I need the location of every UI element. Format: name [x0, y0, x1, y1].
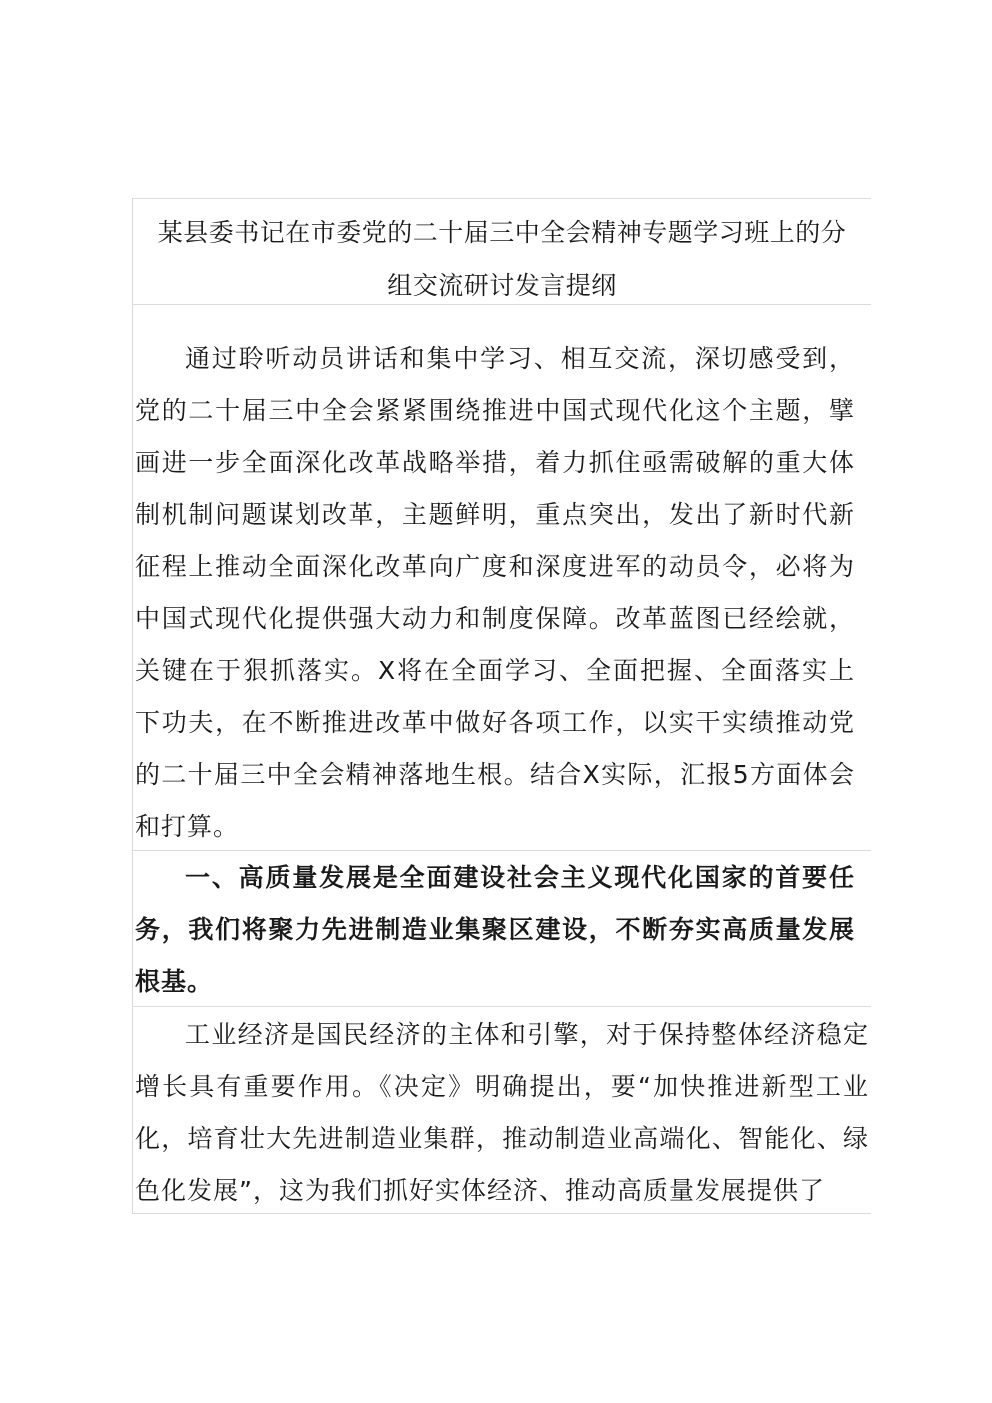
divider [133, 1213, 871, 1214]
divider [133, 198, 871, 199]
divider [133, 1006, 871, 1007]
document-title [133, 198, 871, 304]
intro-paragraph: 通过聆听动员讲话和集中学习、相互交流，深切感受到，党的二十届三中全会紧紧围绕推进中国式现代化这个主题，擘画进一步全面深化改革战略举措，着力抓住亟需破解的重大体制机制问题谋划改革，主题鲜明，重点突出，发出了新时代新征程上推动全面深化改革向广度和深度进军的动员令，必将为中国式现代化提供强大动力和制度保障。改革蓝图已经绘就，关键在于狠抓落实。X将在全面学习、全面把握、全面落实上下功夫，在不断推进改革中做好各项工作，以实干实绩推动党的二十届三中全会精神落地生根。结合X实际，汇报5方面体会和打算。 [135, 344, 855, 841]
section-heading-1: 一、高质量发展是全面建设社会主义现代化国家的首要任务，我们将聚力先进制造业集聚区建设，不断夯实高质量发展根基。 [135, 863, 855, 996]
title-line-1: 某县委书记在市委党的二十届三中全会精神专题学习班上的分 [157, 218, 847, 247]
body-paragraph-2: 工业经济是国民经济的主体和引擎，对于保持整体经济稳定增长具有重要作用。《决定》明确提出，要“加快推进新型工业化，培育壮大先进制造业集群，推动制造业高端化、智能化、绿色化发展”，这为我们抓好实体经济、推动高质量发展提供了 [135, 1020, 869, 1205]
title-line-2: 组交流研讨发言提纲 [387, 271, 617, 300]
document-page [132, 198, 871, 1214]
divider [133, 850, 871, 851]
divider [133, 304, 871, 305]
